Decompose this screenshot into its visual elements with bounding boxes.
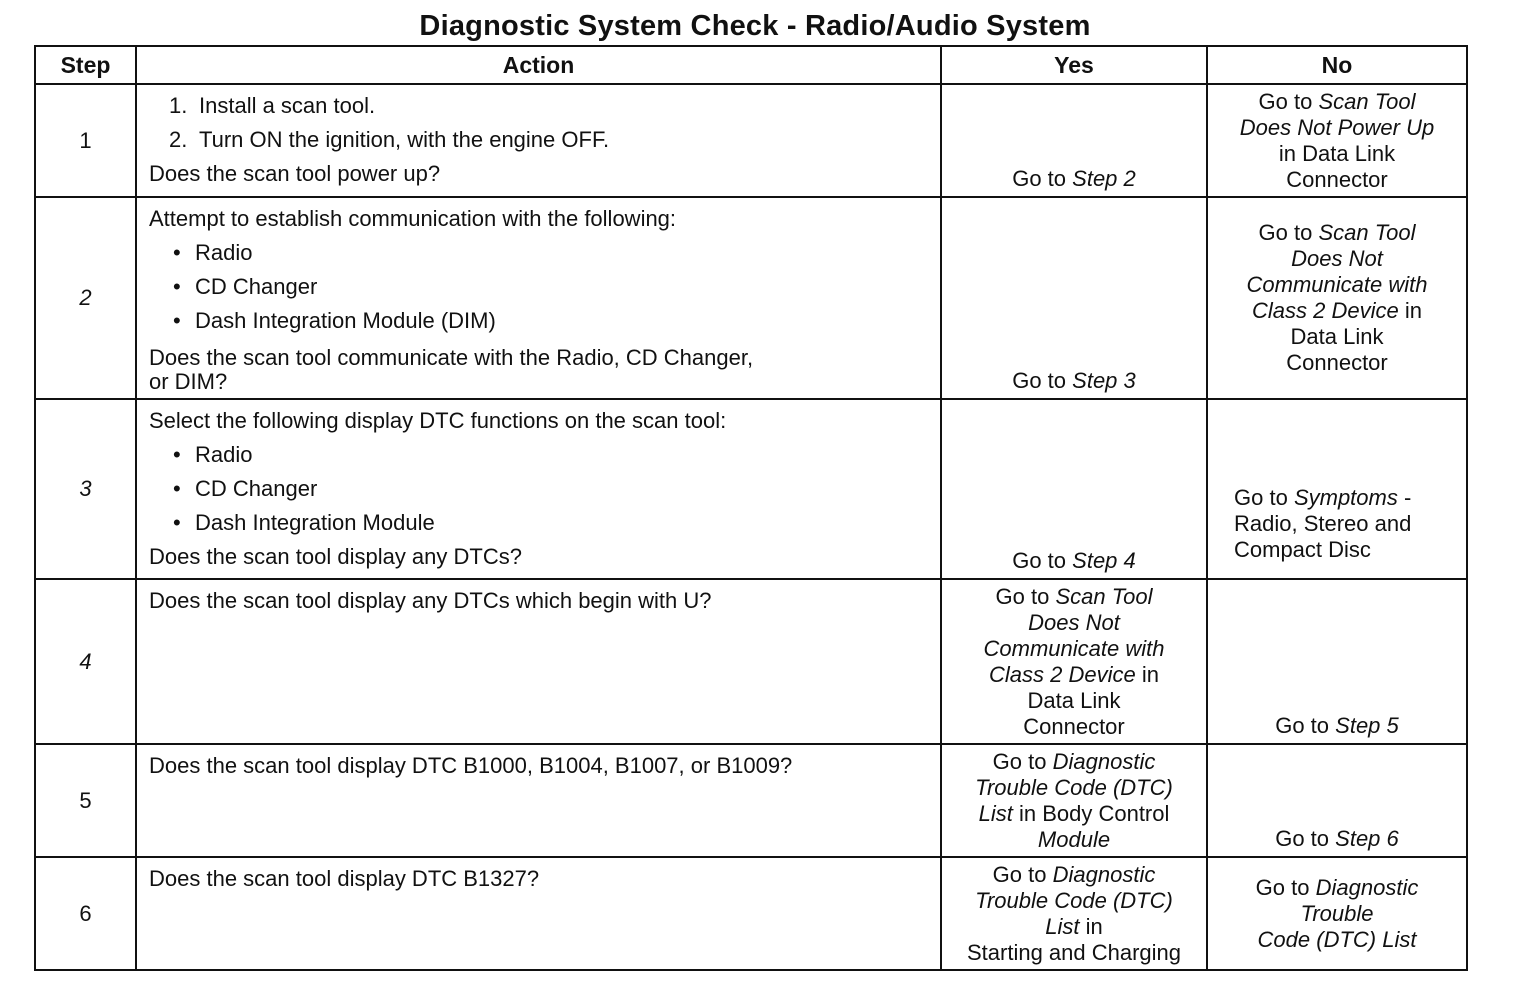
no-link[interactable]: Diagnostic [1315,874,1419,900]
action-question: Does the scan tool communicate with the Radio, CD Changer, [149,345,754,370]
no-text: in Data Link [1278,141,1396,166]
no-link[interactable]: Scan Tool [1318,89,1416,114]
no-link[interactable]: Step 5 [1335,713,1399,738]
table-row [35,744,1467,857]
header-step: Step [35,46,136,84]
no-link[interactable]: Class 2 Device [1252,298,1399,323]
no-text: Radio, Stereo and [1234,511,1412,536]
step-number: 6 [35,857,136,970]
list-number: 2. [169,127,188,152]
no-prefix: Go to [1255,874,1310,900]
no-prefix: Go to [1258,89,1313,114]
yes-text: in [1141,662,1159,687]
action-cell [136,579,941,744]
no-cell [1207,744,1467,857]
no-prefix: Go to [1258,220,1313,245]
step-number: 3 [35,399,136,579]
no-prefix: Go to [1275,826,1330,851]
no-cell [1207,197,1467,399]
action-question: Does the scan tool display any DTCs which begin with U? [149,588,712,613]
table-row [35,84,1467,197]
action-cell [136,744,941,857]
action-cell [136,857,941,970]
yes-prefix: Go to [992,862,1047,887]
yes-text: in [1085,914,1103,939]
bullet-text: Radio [195,240,253,265]
no-link[interactable]: Does Not [1291,246,1383,271]
page-title: Diagnostic System Check - Radio/Audio System [419,10,1091,42]
bullet-text: Dash Integration Module (DIM) [195,308,496,333]
yes-link[interactable]: Trouble Code (DTC) [975,775,1173,800]
yes-link[interactable]: Diagnostic [1052,749,1156,774]
no-cell [1207,579,1467,744]
no-text: Connector [1286,350,1388,375]
yes-text: in Body Control [1018,801,1170,826]
yes-text: Starting and Charging [966,940,1182,965]
yes-prefix: Go to [1012,166,1067,191]
bullet-text: Dash Integration Module [195,510,435,535]
action-cell [136,197,941,399]
no-link[interactable]: Symptoms [1293,485,1398,510]
no-cell [1207,399,1467,579]
step-number: 5 [35,744,136,857]
bullet: • [173,476,181,501]
yes-cell [941,857,1207,970]
no-text: Compact Disc [1234,537,1371,562]
action-cell [136,399,941,579]
yes-link[interactable]: Class 2 Device [989,662,1136,687]
yes-link[interactable]: List [978,801,1013,826]
no-cell [1207,84,1467,197]
diagnostic-table [34,45,1468,971]
no-link[interactable]: Code (DTC) List [1257,926,1417,952]
yes-link[interactable]: Step 2 [1072,166,1136,191]
no-link[interactable]: Trouble [1300,900,1374,926]
no-link[interactable]: Step 6 [1335,826,1399,851]
step-number: 2 [35,197,136,399]
yes-link[interactable]: Does Not [1028,610,1120,635]
yes-prefix: Go to [1012,368,1067,393]
header-no: No [1207,46,1467,84]
list-number: 1. [169,93,188,118]
header-row [35,46,1467,84]
yes-link[interactable]: Communicate with [983,636,1165,661]
yes-link[interactable]: Scan Tool [1055,584,1153,609]
no-text: Data Link [1290,324,1384,349]
action-question: Does the scan tool power up? [149,161,441,186]
bullet: • [173,274,181,299]
no-prefix: Go to [1275,713,1330,738]
no-text: Connector [1286,167,1388,192]
no-link[interactable]: Communicate with [1246,272,1428,297]
yes-link[interactable]: Step 4 [1072,548,1136,573]
yes-cell [941,399,1207,579]
yes-link[interactable]: Trouble Code (DTC) [975,888,1173,913]
table-row [35,399,1467,579]
no-link[interactable]: Does Not Power Up [1239,115,1435,140]
yes-text: Connector [1023,714,1125,739]
no-prefix: Go to [1234,485,1288,510]
action-question: Does the scan tool display DTC B1327? [149,866,540,891]
bullet-text: Radio [195,442,253,467]
action-cell [136,84,941,197]
bullet: • [173,308,181,333]
step-number: 1 [35,84,136,197]
yes-link[interactable]: Step 3 [1072,368,1136,393]
header-yes: Yes [941,46,1207,84]
yes-cell [941,579,1207,744]
yes-prefix: Go to [992,749,1047,774]
header-action: Action [136,46,941,84]
action-text: Install a scan tool. [199,93,376,118]
yes-prefix: Go to [1012,548,1067,573]
action-text: Turn ON the ignition, with the engine OFF. [199,127,610,152]
yes-text: Data Link [1027,688,1121,713]
table-row [35,579,1467,744]
yes-link[interactable]: List [1045,914,1080,939]
yes-link[interactable]: Diagnostic [1052,862,1156,887]
bullet-text: CD Changer [195,476,318,501]
no-cell [1207,857,1467,970]
yes-prefix: Go to [995,584,1050,609]
action-question: Does the scan tool display DTC B1000, B1004, B1007, or B1009? [149,753,793,778]
no-text: in [1404,298,1422,323]
bullet: • [173,240,181,265]
no-text: - [1403,485,1412,510]
table-row [35,197,1467,399]
yes-cell [941,84,1207,197]
action-question: Does the scan tool display any DTCs? [149,544,522,569]
bullet: • [173,510,181,535]
action-intro: Select the following display DTC functions on the scan tool: [149,408,727,433]
no-link[interactable]: Scan Tool [1318,220,1416,245]
yes-cell [941,197,1207,399]
bullet: • [173,442,181,467]
step-number: 4 [35,579,136,744]
action-question: or DIM? [149,369,228,394]
table-row [35,857,1467,970]
yes-cell [941,744,1207,857]
bullet-text: CD Changer [195,274,318,299]
action-intro: Attempt to establish communication with the following: [149,206,677,231]
yes-text: Module [1037,827,1111,852]
